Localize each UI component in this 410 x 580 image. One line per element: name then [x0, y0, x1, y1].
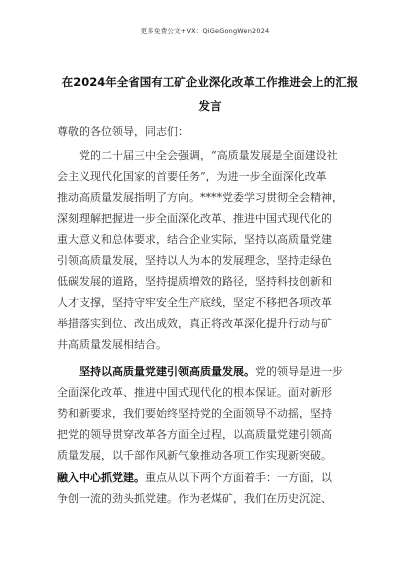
para1-line: 会主义现代化国家的首要任务”，为进一步全面深化改革	[57, 171, 327, 182]
para3-first-line	[57, 472, 357, 483]
document-title-line1: 在2024年全省国有工矿企业深化改革工作推进会上的汇报	[61, 75, 359, 89]
para1-line: 推动高质量发展指明了方向。****党委学习贯彻全会精神，	[57, 192, 343, 203]
para1-line: 举措落实到位、改出成效，真正将改革深化提升行动与矿	[57, 318, 332, 329]
para1-line: 深刻理解把握进一步全面深化改革、推进中国式现代化的	[57, 213, 332, 224]
document-title-line2: 发言	[198, 99, 222, 113]
salutation: 尊敬的各位领导，同志们：	[57, 126, 189, 137]
para1-line: 人才支撑，坚持守牢安全生产底线，坚定不移把各项改革	[57, 297, 332, 308]
para1-line: 重大意义和总体要求，结合企业实际，坚持以高质量党建	[57, 234, 332, 245]
para3-line: 争创一流的劲头抓党建。作为老煤矿，我们在历史沉淀、	[57, 493, 332, 504]
para2-line: 全面深化改革、推进中国式现代化的根本保证。面对新形	[57, 387, 332, 398]
para3-first-rest: 重点从以下两个方面着手：一方面，以	[145, 472, 332, 483]
para2-bold-heading: 坚持以高质量党建引领高质量发展。	[79, 366, 255, 377]
para2-first-line	[79, 366, 359, 377]
para1-line: 引领高质量发展，坚持以人为本的发展理念，坚持走绿色	[57, 255, 332, 266]
para2-first-rest: 党的领导是进一步	[255, 366, 343, 377]
para2-line: 把党的领导贯穿改革各方面全过程，以高质量党建引领高	[57, 429, 332, 440]
para2-line: 质量发展，以千部作风新气象推动各项工作实现新突破。	[57, 450, 332, 461]
para3-bold-heading: 融入中心抓党建。	[57, 472, 145, 483]
para1-line: 低碳发展的道路，坚持提质增效的路径，坚持科技创新和	[57, 276, 332, 287]
para1-line: 党的二十届三中全会强调，“高质量发展是全面建设社	[79, 150, 338, 161]
para1-line: 井高质量发展相结合。	[57, 339, 167, 350]
header-note: 更多免费公文+VX：QiGeGongWen2024	[140, 27, 270, 35]
para2-line: 势和新要求，我们要始终坚持党的全面领导不动摇，坚持	[57, 408, 332, 419]
